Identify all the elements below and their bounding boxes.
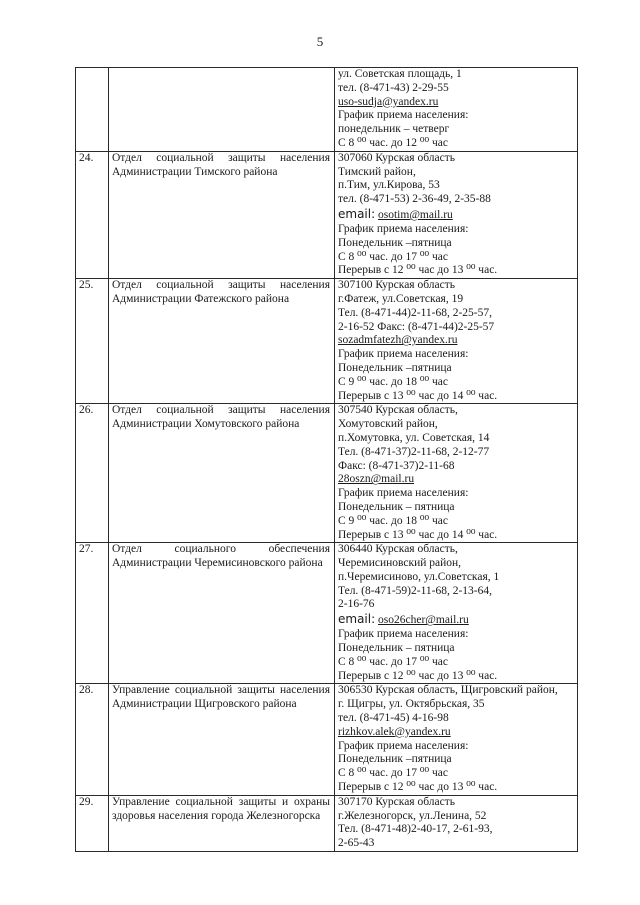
contact-line: Понедельник –пятница bbox=[338, 236, 452, 249]
contact-line: График приема населения: bbox=[338, 109, 469, 122]
contact-line: 2-16-52 Факс: (8-471-44)2-25-57 bbox=[338, 320, 495, 333]
contact-line: С 8 ⁰⁰ час. до 17 ⁰⁰ час bbox=[338, 250, 448, 263]
contact-line: Тел. (8-471-59)2-11-68, 2-13-64, bbox=[338, 584, 493, 597]
contact-line: График приема населения: bbox=[338, 222, 469, 235]
organization-name: Отдел социальной защиты населения Администрации Тимского района bbox=[109, 151, 335, 278]
contact-line: тел. (8-471-43) 2-29-55 bbox=[338, 81, 449, 94]
organization-name bbox=[109, 68, 335, 152]
contact-details bbox=[335, 543, 578, 684]
email-link[interactable]: uso-sudja@yandex.ru bbox=[338, 95, 439, 108]
contact-line: 307540 Курская область, bbox=[338, 404, 458, 417]
page-number: 5 bbox=[316, 34, 324, 49]
contact-line: График приема населения: bbox=[338, 348, 469, 361]
contact-line: Черемисиновский район, bbox=[338, 557, 462, 570]
contact-line: г.Железногорск, ул.Ленина, 52 bbox=[338, 809, 487, 822]
contact-line: График приема населения: bbox=[338, 739, 469, 752]
contact-line: Понедельник –пятница bbox=[338, 753, 452, 766]
email-link[interactable]: rizhkov.alek@yandex.ru bbox=[338, 725, 451, 738]
organization-name: Отдел социального обеспечения Администрации Черемисиновского района bbox=[109, 543, 335, 684]
contact-line: п.Черемисиново, ул.Советская, 1 bbox=[338, 570, 500, 583]
organization-name: Отдел социальной защиты населения Администрации Фатежского района bbox=[109, 279, 335, 404]
contact-line: Тимский район, bbox=[338, 165, 416, 178]
organization-name: Управление социальной защиты и охраны здоровья населения города Железногорска bbox=[109, 795, 335, 851]
organization-name: Управление социальной защиты населения Администрации Щигровского района bbox=[109, 684, 335, 795]
table-row bbox=[76, 684, 578, 795]
contact-details bbox=[335, 404, 578, 543]
table-row bbox=[76, 795, 578, 851]
contact-line: График приема населения: bbox=[338, 628, 469, 641]
table-row bbox=[76, 404, 578, 543]
row-number: 25. bbox=[76, 279, 109, 404]
contact-line: Перерыв с 12 ⁰⁰ час до 13 ⁰⁰ час. bbox=[338, 669, 498, 682]
organization-name: Отдел социальной защиты населения Администрации Хомутовского района bbox=[109, 404, 335, 543]
contact-line: п.Тим, ул.Кирова, 53 bbox=[338, 179, 440, 192]
contact-line: ул. Советская площадь, 1 bbox=[338, 68, 462, 80]
contact-line: 306440 Курская область, bbox=[338, 543, 458, 556]
contact-line: Понедельник – пятница bbox=[338, 642, 455, 655]
table-row bbox=[76, 543, 578, 684]
table-row bbox=[76, 151, 578, 278]
contact-line: п.Хомутовка, ул. Советская, 14 bbox=[338, 431, 490, 444]
contact-line: 307100 Курская область bbox=[338, 279, 455, 292]
contacts-table bbox=[75, 67, 578, 852]
contact-line: тел. (8-471-45) 4-16-98 bbox=[338, 712, 449, 725]
row-number: 26. bbox=[76, 404, 109, 543]
email-link[interactable]: oso26cher@mail.ru bbox=[378, 614, 469, 627]
contact-line: г. Щигры, ул. Октябрьская, 35 bbox=[338, 698, 485, 711]
row-number: 28. bbox=[76, 684, 109, 795]
email-link[interactable]: 28oszn@mail.ru bbox=[338, 473, 415, 486]
contact-line: С 8 ⁰⁰ час. до 17 ⁰⁰ час bbox=[338, 655, 448, 668]
table-body bbox=[76, 68, 578, 852]
contact-line: 306530 Курская область, Щигровский район, bbox=[338, 684, 558, 697]
contact-line: С 8 ⁰⁰ час. до 12 ⁰⁰ час bbox=[338, 136, 448, 149]
contact-line: Понедельник – пятница bbox=[338, 500, 455, 513]
email-line bbox=[338, 612, 573, 628]
contact-line: 307060 Курская область bbox=[338, 151, 455, 164]
contact-line: 307170 Курская область bbox=[338, 795, 455, 808]
contact-line: Факс: (8-471-37)2-11-68 bbox=[338, 459, 455, 472]
contact-line: С 9 ⁰⁰ час. до 18 ⁰⁰ час bbox=[338, 514, 448, 527]
contact-line: Перерыв с 13 ⁰⁰ час до 14 ⁰⁰ час. bbox=[338, 528, 498, 541]
email-link[interactable]: sozadmfatezh@yandex.ru bbox=[338, 334, 458, 347]
contact-details bbox=[335, 68, 578, 152]
row-number: 27. bbox=[76, 543, 109, 684]
contact-line: 2-16-76 bbox=[338, 598, 375, 611]
contact-line: Перерыв с 12 ⁰⁰ час до 13 ⁰⁰ час. bbox=[338, 264, 498, 277]
contact-line: Тел. (8-471-44)2-11-68, 2-25-57, bbox=[338, 306, 493, 319]
contact-line: Перерыв с 12 ⁰⁰ час до 13 ⁰⁰ час. bbox=[338, 781, 498, 794]
row-number: 29. bbox=[76, 795, 109, 851]
contact-line: Перерыв с 13 ⁰⁰ час до 14 ⁰⁰ час. bbox=[338, 389, 498, 402]
contact-line: С 9 ⁰⁰ час. до 18 ⁰⁰ час bbox=[338, 375, 448, 388]
contact-line: г.Фатеж, ул.Советская, 19 bbox=[338, 292, 464, 305]
email-label: email: bbox=[338, 612, 376, 627]
table-row bbox=[76, 279, 578, 404]
email-label: email: bbox=[338, 206, 376, 221]
email-line bbox=[338, 207, 573, 223]
contact-line: График приема населения: bbox=[338, 487, 469, 500]
email-link[interactable]: osotim@mail.ru bbox=[378, 208, 453, 221]
contact-line: тел. (8-471-53) 2-36-49, 2-35-88 bbox=[338, 193, 491, 206]
contact-details bbox=[335, 684, 578, 795]
contact-line: понедельник – четверг bbox=[338, 123, 450, 136]
row-number bbox=[76, 68, 109, 152]
contact-line: С 8 ⁰⁰ час. до 17 ⁰⁰ час bbox=[338, 767, 448, 780]
contact-line: Тел. (8-471-48)2-40-17, 2-61-93, bbox=[338, 823, 493, 836]
row-number: 24. bbox=[76, 151, 109, 278]
contact-line: 2-65-43 bbox=[338, 837, 375, 850]
contact-line: Тел. (8-471-37)2-11-68, 2-12-77 bbox=[338, 445, 490, 458]
contact-details bbox=[335, 795, 578, 851]
table-row bbox=[76, 68, 578, 152]
contact-details bbox=[335, 151, 578, 278]
contact-line: Хомутовский район, bbox=[338, 418, 438, 431]
contact-details bbox=[335, 279, 578, 404]
contact-line: Понедельник –пятница bbox=[338, 361, 452, 374]
